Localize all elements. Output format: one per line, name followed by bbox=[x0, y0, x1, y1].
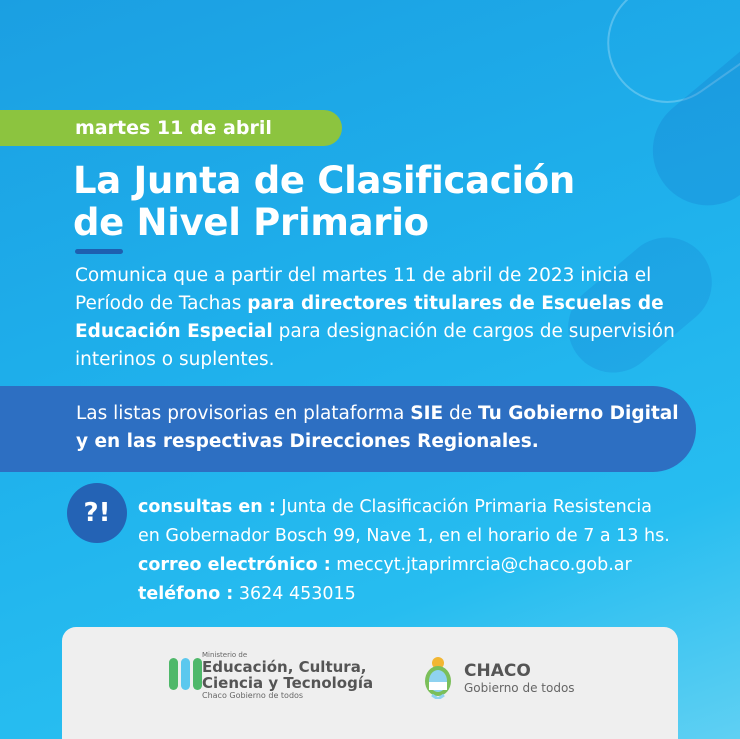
banner-text: de bbox=[443, 403, 478, 424]
contact-address: en Gobernador Bosch 99, Nave 1, en el horario de 7 a 13 hs. bbox=[138, 526, 670, 546]
ministry-name: Educación, Cultura, bbox=[202, 658, 367, 676]
info-banner bbox=[0, 386, 696, 472]
contact-phone bbox=[138, 580, 670, 609]
chaco-name: CHACO bbox=[464, 661, 531, 681]
label: consultas en : bbox=[138, 497, 276, 517]
chaco-sub: Gobierno de todos bbox=[464, 681, 575, 695]
title-line: La Junta de Clasificación bbox=[73, 159, 575, 202]
label: correo electrónico : bbox=[138, 555, 331, 575]
ministry-small: Ministerio de bbox=[202, 651, 248, 659]
banner-text: Las listas provisorias en plataforma bbox=[76, 403, 411, 424]
banner-bold-text: Tu Gobierno Digital y en las respectivas Direcciones Regionales. bbox=[76, 403, 679, 452]
banner-bold-text: SIE bbox=[410, 403, 444, 424]
contact-consultas bbox=[138, 493, 670, 522]
body-text: Comunica que a partir del martes 11 de abril de 2023 inicia el Período de Tachas bbox=[75, 265, 652, 314]
announcement-body bbox=[75, 262, 715, 374]
value: Junta de Clasificación Primaria Resistencia bbox=[275, 497, 652, 517]
contact-info bbox=[138, 493, 670, 609]
value: 3624 453015 bbox=[233, 584, 356, 604]
question-exclamation-icon: ?! bbox=[67, 483, 127, 543]
chaco-logo bbox=[464, 661, 575, 695]
ministry-logo bbox=[202, 651, 373, 700]
body-bold-text: para directores titulares de Escuelas de Educación Especial bbox=[75, 293, 664, 342]
body-text: para designación de cargos de supervisión interinos o suplentes. bbox=[75, 321, 675, 370]
footer-logos bbox=[62, 627, 678, 739]
chaco-seal-icon bbox=[422, 655, 454, 699]
title-line: de Nivel Primario bbox=[73, 201, 429, 244]
title-underline bbox=[75, 249, 123, 254]
ministry-name: Ciencia y Tecnología bbox=[202, 674, 374, 692]
ministry-sub: Chaco Gobierno de todos bbox=[202, 691, 304, 700]
email-link[interactable]: meccyt.jtaprimrcia@chaco.gob.ar bbox=[330, 555, 632, 575]
label: teléfono : bbox=[138, 584, 234, 604]
contact-email bbox=[138, 551, 670, 580]
date-pill: martes 11 de abril bbox=[0, 110, 342, 146]
page-title bbox=[73, 160, 575, 244]
